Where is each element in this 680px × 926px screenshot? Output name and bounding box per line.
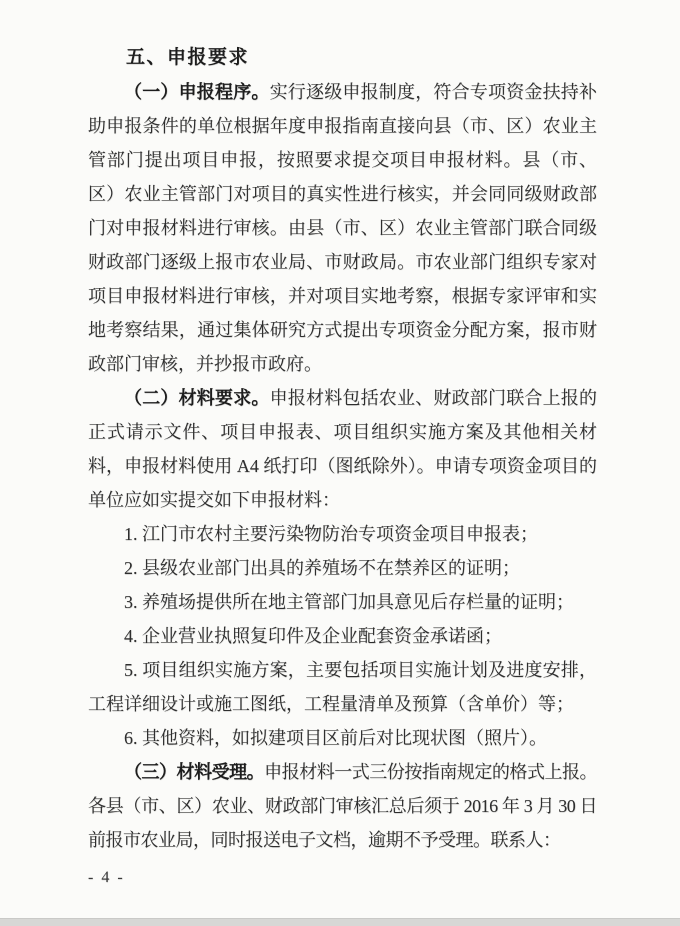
paragraph-lead-material-requirements: （二）材料要求。 xyxy=(124,388,270,408)
paragraph-material-requirements xyxy=(88,381,597,517)
paragraph-body-application-procedure: 实行逐级申报制度，符合专项资金扶持补助申报条件的单位根据年度申报指南直接向县（市、区）农业主管部门提出项目申报，按照要求提交项目申报材料。县（市、区）农业主管部门对项目的真实性进行核实，并会同同级财政部门对申报材料进行审核。由县（市、区）农业主管部门联合同级财政部门逐级上报市农业局、市财政局。市农业部门组织专家对项目申报材料进行审核，并对项目实地考察，根据专家评审和实地考察结果，通过集体研究方式提出专项资金分配方案，报市财政部门审核，并抄报市政府。 xyxy=(88,82,598,374)
page-number: - 4 - xyxy=(88,869,125,886)
section-heading: 五、申报要求 xyxy=(126,47,250,68)
scan-edge-bottom xyxy=(0,918,680,926)
list-item-implementation-plan: 5. 项目组织实施方案，主要包括项目实施计划及进度安排，工程详细设计或施工图纸，工程量清单及预算（含单价）等； xyxy=(88,660,597,714)
list-item-business-license: 4. 企业营业执照复印件及企业配套资金承诺函； xyxy=(124,626,502,646)
list-item-livestock-inventory-proof: 3. 养殖场提供所在地主管部门加具意见后存栏量的证明； xyxy=(124,592,574,612)
list-item-non-prohibited-zone-proof: 2. 县级农业部门出具的养殖场不在禁养区的证明； xyxy=(124,558,520,578)
list-item-application-form: 1. 江门市农村主要污染物防治专项资金项目申报表； xyxy=(124,524,538,544)
paragraph-material-acceptance xyxy=(88,755,597,857)
list-item-other-materials: 6. 其他资料，如拟建项目区前后对比现状图（照片）。 xyxy=(124,728,547,748)
paragraph-body-material-requirements: 申报材料包括农业、财政部门联合上报的正式请示文件、项目申报表、项目组织实施方案及其他相关材料，申报材料使用 A4 纸打印（图纸除外）。申请专项资金项目的单位应如实提交如下申报材料： xyxy=(88,388,598,510)
paragraph-application-procedure xyxy=(88,75,597,381)
paragraph-body-material-acceptance: 申报材料一式三份按指南规定的格式上报。各县（市、区）农业、财政部门审核汇总后须于 2016 年 3 月 30 日前报市农业局，同时报送电子文档，逾期不予受理。联系人： xyxy=(88,762,598,850)
paragraph-lead-material-acceptance: （三）材料受理。 xyxy=(124,762,265,782)
paragraph-lead-application-procedure: （一）申报程序。 xyxy=(124,82,270,102)
document-page xyxy=(88,41,597,895)
